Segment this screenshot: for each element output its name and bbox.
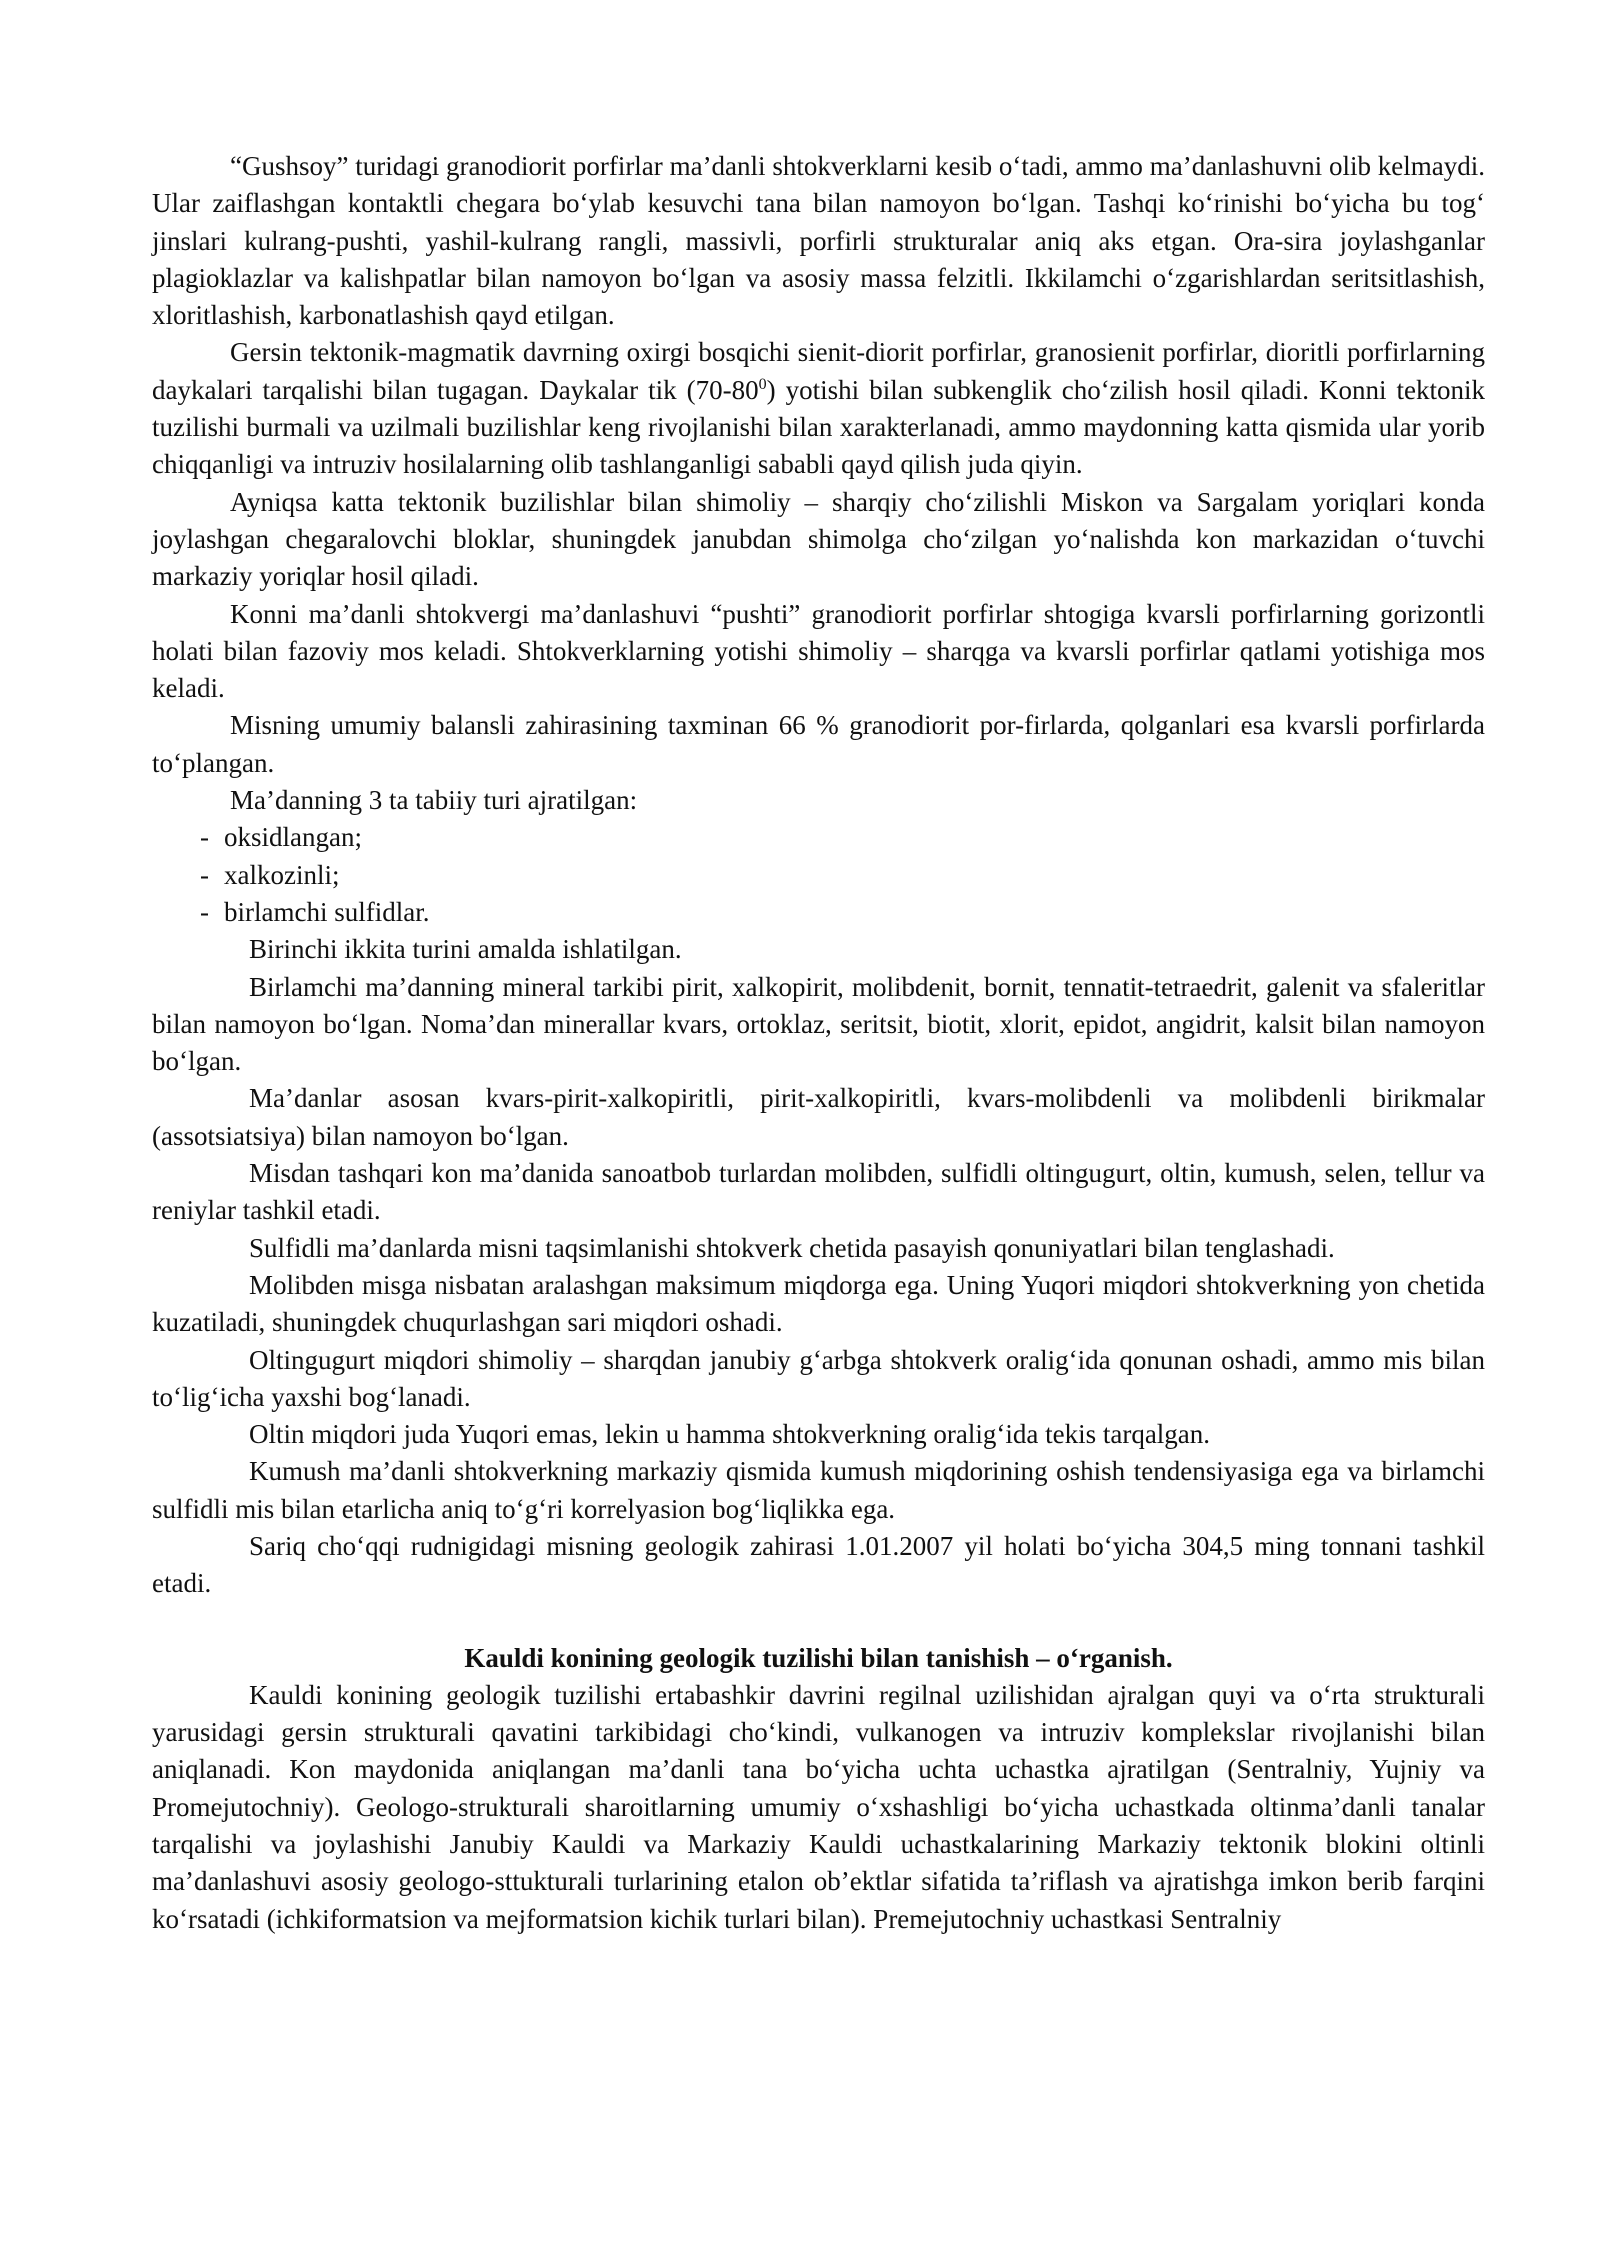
paragraph-industrial-elements: Misdan tashqari kon ma’danida sanoatbob turlardan molibden, sulfidli oltingugurt, oltin, kumush, selen, tellur va reniylar tashkil etadi. (152, 1158, 1485, 1226)
gersin-text-part2: ) yotishi bilan subkenglik cho‘zilish hosil qiladi. Konni tektonik tuzilishi burmali va uzilmali buzilishlar keng rivojlanishi bilan xarakterlanadi, ammo maydonning katta qismida ular yorib chiqqanligi va intruziv hosilalarning olib tashlanganligi sababli qayd qilish juda qiyin. (152, 374, 1485, 480)
gersin-text-part1: Gersin tektonik-magmatik davrning oxirgi bosqichi sienit-diorit porfirlar, granosienit porfirlar, dioritli porfirlarning daykalari tarqalishi bilan tugagan. Daykalar tik (70-80 (152, 337, 1485, 405)
paragraph-gersin (152, 334, 1485, 483)
document-page (152, 148, 1485, 1938)
paragraph-sulfur: Oltingugurt miqdori shimoliy – sharqdan janubiy g‘arbga shtokverk oralig‘ida qonunan oshadi, ammo mis bilan to‘lig‘icha yaxshi bog‘lanadi. (152, 1344, 1485, 1412)
paragraph-copper-reserve: Misning umumiy balansli zahirasining taxminan 66 % granodiorit por-firlarda, qolganlari esa kvarsli porfirlarda to‘plangan. (152, 710, 1485, 778)
paragraph-first-two-types: Birinchi ikkita turini amalda ishlatilgan. (249, 934, 682, 965)
paragraph-molybdenum: Molibden misga nisbatan aralashgan maksimum miqdorga ega. Uning Yuqori miqdori shtokverkning yon chetida kuzatiladi, shuningdek chuqurlashgan sari miqdori oshadi. (152, 1269, 1485, 1338)
dash-bullet: - (200, 896, 209, 927)
dash-bullet: - (200, 859, 209, 890)
paragraph-mineral-composition: Birlamchi ma’danning mineral tarkibi pirit, xalkopirit, molibdenit, bornit, tennatit-tetraedrit, galenit va sfaleritlar bilan namoyon bo‘lgan. Noma’dan minerallar kvars, ortoklaz, seritsit, biotit, xlorit, epidot, angidrit, kalsit bilan namoyon bo‘lgan. (152, 971, 1485, 1077)
paragraph-gushsoy: “Gushsoy” turidagi granodiorit porfirlar ma’danli shtokverklarni kesib o‘tadi, ammo ma’danlashuvni olib kelmaydi. Ular zaiflashgan kontaktli chegara bo‘ylab kesuvchi tana bilan namoyon bo‘lgan. Tashqi ko‘rinishi bo‘yicha bu tog‘ jinslari kulrang-pushti, yashil-kulrang rangli, massivli, porfirli strukturalar aniq aks etgan. Ora-sira joylashganlar plagioklazlar va kalishpatlar bilan namoyon bo‘lgan va asosiy massa felzitli. Ikkilamchi o‘zgarishlardan seritsitlashish, xloritlashish, karbonatlashish qayd etilgan. (152, 151, 1485, 331)
list-intro: Ma’danning 3 ta tabiiy turi ajratilgan: (230, 785, 638, 816)
paragraph-ore-associations: Ma’danlar asosan kvars-pirit-xalkopiritli, pirit-xalkopiritli, kvars-molibdenli va molibdenli birikmalar (assotsiatsiya) bilan namoyon bo‘lgan. (152, 1083, 1485, 1151)
paragraph-silver: Kumush ma’danli shtokverkning markaziy qismida kumush miqdorining oshish tendensiyasiga ega va birlamchi sulfidli mis bilan etarlicha aniq to‘g‘ri korrelyasion bog‘liqlikka ega. (152, 1456, 1485, 1524)
paragraph-kauldi: Kauldi konining geologik tuzilishi ertabashkir davrini regilnal uzilishidan ajralgan quyi va o‘rta strukturali yarusidagi gersin strukturali qavatini tarkibidagi cho‘kindi, vulkanogen va intruziv komplekslar rivojlanishi bilan aniqlanadi. Kon maydonida aniqlangan ma’danli tana bo‘yicha uchta uchastka ajratilgan (Sentralniy, Yujniy va Promejutochniy). Geologo-strukturali sharoitlarning umumiy o‘xshashligi bo‘yicha uchastkada oltinma’danli tanalar tarqalishi va joylashishi Janubiy Kauldi va Markaziy Kauldi uchastkalarining Markaziy tektonik blokini oltinli ma’danlashuvi asosiy geologo-sttukturali turlarining etalon ob’ektlar sifatida ta’riflash va ajratishga imkon berib farqini ko‘rsatadi (ichkiformatsion va mejformatsion kichik turlari bilan). Premejutochniy uchastkasi Sentralniy (152, 1679, 1485, 1934)
paragraph-ore-shtokverk: Konni ma’danli shtokvergi ma’danlashuvi “pushti” granodiorit porfirlar shtogiga kvarsli porfirlarning gorizontli holati bilan fazoviy mos keladi. Shtokverklarning yotishi shimoliy – sharqga va kvarsli porfirlar qatlami yotishiga mos keladi. (152, 598, 1485, 704)
paragraph-copper-distribution: Sulfidli ma’danlarda misni taqsimlanishi shtokverk chetida pasayish qonuniyatlari bilan tenglashadi. (249, 1232, 1335, 1263)
list-item: - xalkozinli; (152, 857, 1485, 894)
paragraph-gold: Oltin miqdori juda Yuqori emas, lekin u hamma shtokverkning oralig‘ida tekis tarqalgan. (249, 1419, 1211, 1450)
ore-types-list (152, 819, 1485, 931)
paragraph-geologic-reserve: Sariq cho‘qqi rudnigidagi misning geologik zahirasi 1.01.2007 yil holati bo‘yicha 304,5 ming tonnani tashkil etadi. (152, 1530, 1485, 1599)
paragraph-tectonic-faults: Ayniqsa katta tektonik buzilishlar bilan shimoliy – sharqiy cho‘zilishli Miskon va Sargalam yoriqlari konda joylashgan chegaralovchi bloklar, shuningdek janubdan shimolga cho‘zilgan yo‘nalishda kon markazidan o‘tuvchi markaziy yoriqlar hosil qiladi. (152, 486, 1485, 592)
list-item: - birlamchi sulfidlar. (152, 894, 1485, 931)
degree-superscript: 0 (758, 375, 767, 393)
dash-bullet: - (200, 822, 209, 853)
list-item: - oksidlangan; (152, 819, 1485, 856)
section-heading: Kauldi konining geologik tuzilishi bilan tanishish – o‘rganish. (464, 1642, 1173, 1673)
